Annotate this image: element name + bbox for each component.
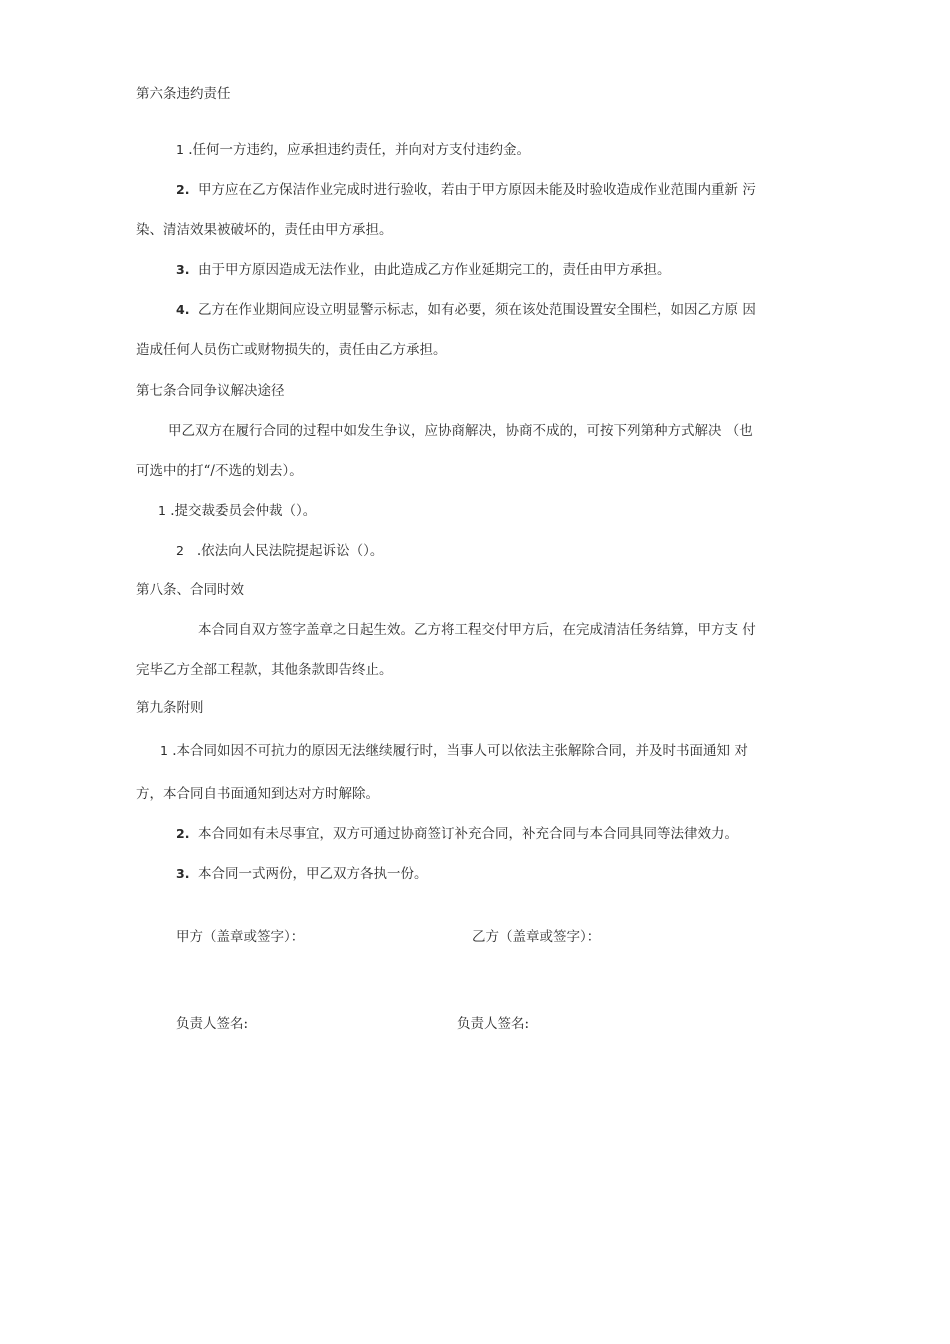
article-7-item-2 xyxy=(176,541,383,561)
item-text: .提交裁委员会仲裁（）。 xyxy=(170,503,317,519)
party-a-signer-label: 负责人签名: xyxy=(176,1016,249,1032)
article-6-item-2 xyxy=(176,180,756,200)
item-text: .依法向人民法院提起诉讼（）。 xyxy=(196,543,384,559)
article-7-paragraph: 甲乙双方在履行合同的过程中如发生争议，应协商解决，协商不成的，可按下列第种方式解决 （也 xyxy=(168,423,753,439)
party-a-seal-label: 甲方（盖章或签字）： xyxy=(176,929,305,945)
article-9-item-3 xyxy=(176,864,428,884)
article-7-heading: 第七条合同争议解决途径 xyxy=(136,383,285,399)
item-number: 2. xyxy=(176,826,190,841)
item-number: 4. xyxy=(176,302,190,317)
item-number: 3. xyxy=(176,866,190,881)
article-9-item-1-cont: 方，本合同自书面通知到达对方时解除。 xyxy=(136,786,379,802)
item-text: 本合同如有未尽事宜，双方可通过协商签订补充合同，补充合同与本合同具同等法律效力。 xyxy=(198,826,739,842)
article-8-paragraph-cont: 完毕乙方全部工程款，其他条款即告终止。 xyxy=(136,662,393,678)
item-text: .本合同如因不可抗力的原因无法继续履行时，当事人可以依法主张解除合同，并及时书面通知 对 xyxy=(172,743,748,759)
item-number: 1 xyxy=(158,503,166,518)
article-6-item-4-cont: 造成任何人员伤亡或财物损失的，责任由乙方承担。 xyxy=(136,342,447,358)
article-6-item-4 xyxy=(176,300,756,320)
article-8-paragraph: 本合同自双方签字盖章之日起生效。乙方将工程交付甲方后，在完成清洁任务结算，甲方支 付 xyxy=(198,622,756,638)
item-number: 3. xyxy=(176,262,190,277)
article-7-item-1 xyxy=(158,501,316,521)
item-number: 2 xyxy=(176,543,184,558)
article-9-item-2 xyxy=(176,824,738,844)
party-b-seal-label: 乙方（盖章或签字）： xyxy=(472,929,601,945)
article-8-heading: 第八条、合同时效 xyxy=(136,582,244,598)
article-6-item-3 xyxy=(176,260,671,280)
article-6-item-1 xyxy=(176,140,530,160)
item-text: 乙方在作业期间应设立明显警示标志，如有必要，须在该处范围设置安全围栏，如因乙方原 因 xyxy=(198,302,756,318)
party-b-signer-label: 负责人签名: xyxy=(457,1016,530,1032)
item-text: .任何一方违约，应承担违约责任，并向对方支付违约金。 xyxy=(188,142,531,158)
article-6-item-2-cont: 染、清洁效果被破坏的，责任由甲方承担。 xyxy=(136,222,393,238)
article-7-paragraph-cont: 可选中的打“/不选的划去）。 xyxy=(136,463,303,479)
article-9-item-1 xyxy=(160,741,748,761)
item-text: 本合同一式两份，甲乙双方各执一份。 xyxy=(198,866,428,882)
item-text: 甲方应在乙方保洁作业完成时进行验收，若由于甲方原因未能及时验收造成作业范围内重新 污 xyxy=(198,182,756,198)
article-6-heading: 第六条违约责任 xyxy=(136,86,231,102)
article-9-heading: 第九条附则 xyxy=(136,700,204,716)
item-number: 2. xyxy=(176,182,190,197)
item-text: 由于甲方原因造成无法作业，由此造成乙方作业延期完工的，责任由甲方承担。 xyxy=(198,262,671,278)
item-number: 1 xyxy=(160,743,168,758)
item-number: 1 xyxy=(176,142,184,157)
